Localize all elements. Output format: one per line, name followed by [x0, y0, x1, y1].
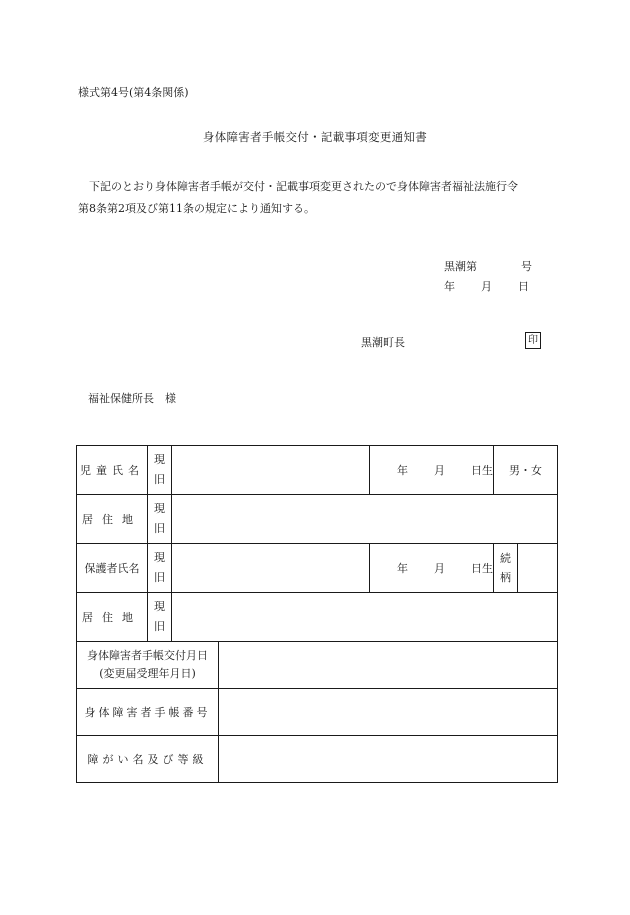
guardian-name-cur-old: 現 旧 — [148, 544, 172, 593]
handbook-issue-date-field[interactable] — [219, 642, 558, 689]
guardian-birth-date[interactable]: 年 月 日生 — [370, 544, 494, 593]
guardian-residence-field[interactable] — [172, 593, 558, 642]
guardian-name-label: 保護者氏名 — [77, 544, 148, 593]
notice-line-2: 第8条第2項及び第11条の規定により通知する。 — [78, 202, 315, 215]
guardian-name-row — [77, 544, 558, 593]
issue-number-prefix: 黒潮第 — [444, 260, 477, 273]
issue-year-label: 年 — [444, 280, 455, 293]
recipient: 福祉保健所長 様 — [88, 392, 176, 405]
handbook-number-row — [77, 689, 558, 736]
disability-field[interactable] — [219, 736, 558, 783]
child-birth-date[interactable]: 年 月 日生 — [370, 446, 494, 495]
issue-date — [444, 278, 529, 294]
issue-month-label: 月 — [481, 280, 492, 293]
child-residence-field[interactable] — [172, 495, 558, 544]
child-residence-label: 居住地 — [77, 495, 148, 544]
disability-label: 障がい名及び等級 — [77, 736, 219, 783]
issue-number — [444, 258, 532, 274]
form-number: 様式第4号(第4条関係) — [78, 86, 189, 99]
child-name-field[interactable] — [172, 446, 370, 495]
guardian-residence-row — [77, 593, 558, 642]
sender-name: 黒潮町長 — [361, 336, 405, 349]
child-name-label: 児童氏名 — [77, 446, 148, 495]
notification-table — [76, 445, 558, 783]
issue-number-suffix: 号 — [521, 260, 532, 273]
child-name-cur-old: 現 旧 — [148, 446, 172, 495]
child-name-row — [77, 446, 558, 495]
relation-label: 続 柄 — [494, 544, 518, 593]
child-residence-row — [77, 495, 558, 544]
handbook-issue-date-label: 身体障害者手帳交付月日 (変更届受理年月日) — [77, 642, 219, 689]
document-title: 身体障害者手帳交付・記載事項変更通知書 — [202, 130, 428, 144]
child-residence-cur-old: 現 旧 — [148, 495, 172, 544]
guardian-residence-cur-old: 現 旧 — [148, 593, 172, 642]
seal-mark: 印 — [525, 332, 541, 349]
handbook-number-label: 身体障害者手帳番号 — [77, 689, 219, 736]
guardian-name-field[interactable] — [172, 544, 370, 593]
issue-date-row — [77, 642, 558, 689]
guardian-residence-label: 居住地 — [77, 593, 148, 642]
notice-line-1: 下記のとおり身体障害者手帳が交付・記載事項変更されたので身体障害者福祉法施行令 — [89, 180, 518, 193]
notice-body — [78, 176, 568, 220]
sex-field[interactable]: 男・女 — [494, 446, 558, 495]
handbook-number-field[interactable] — [219, 689, 558, 736]
issue-day-label: 日 — [518, 280, 529, 293]
relation-field[interactable] — [518, 544, 558, 593]
disability-row — [77, 736, 558, 783]
